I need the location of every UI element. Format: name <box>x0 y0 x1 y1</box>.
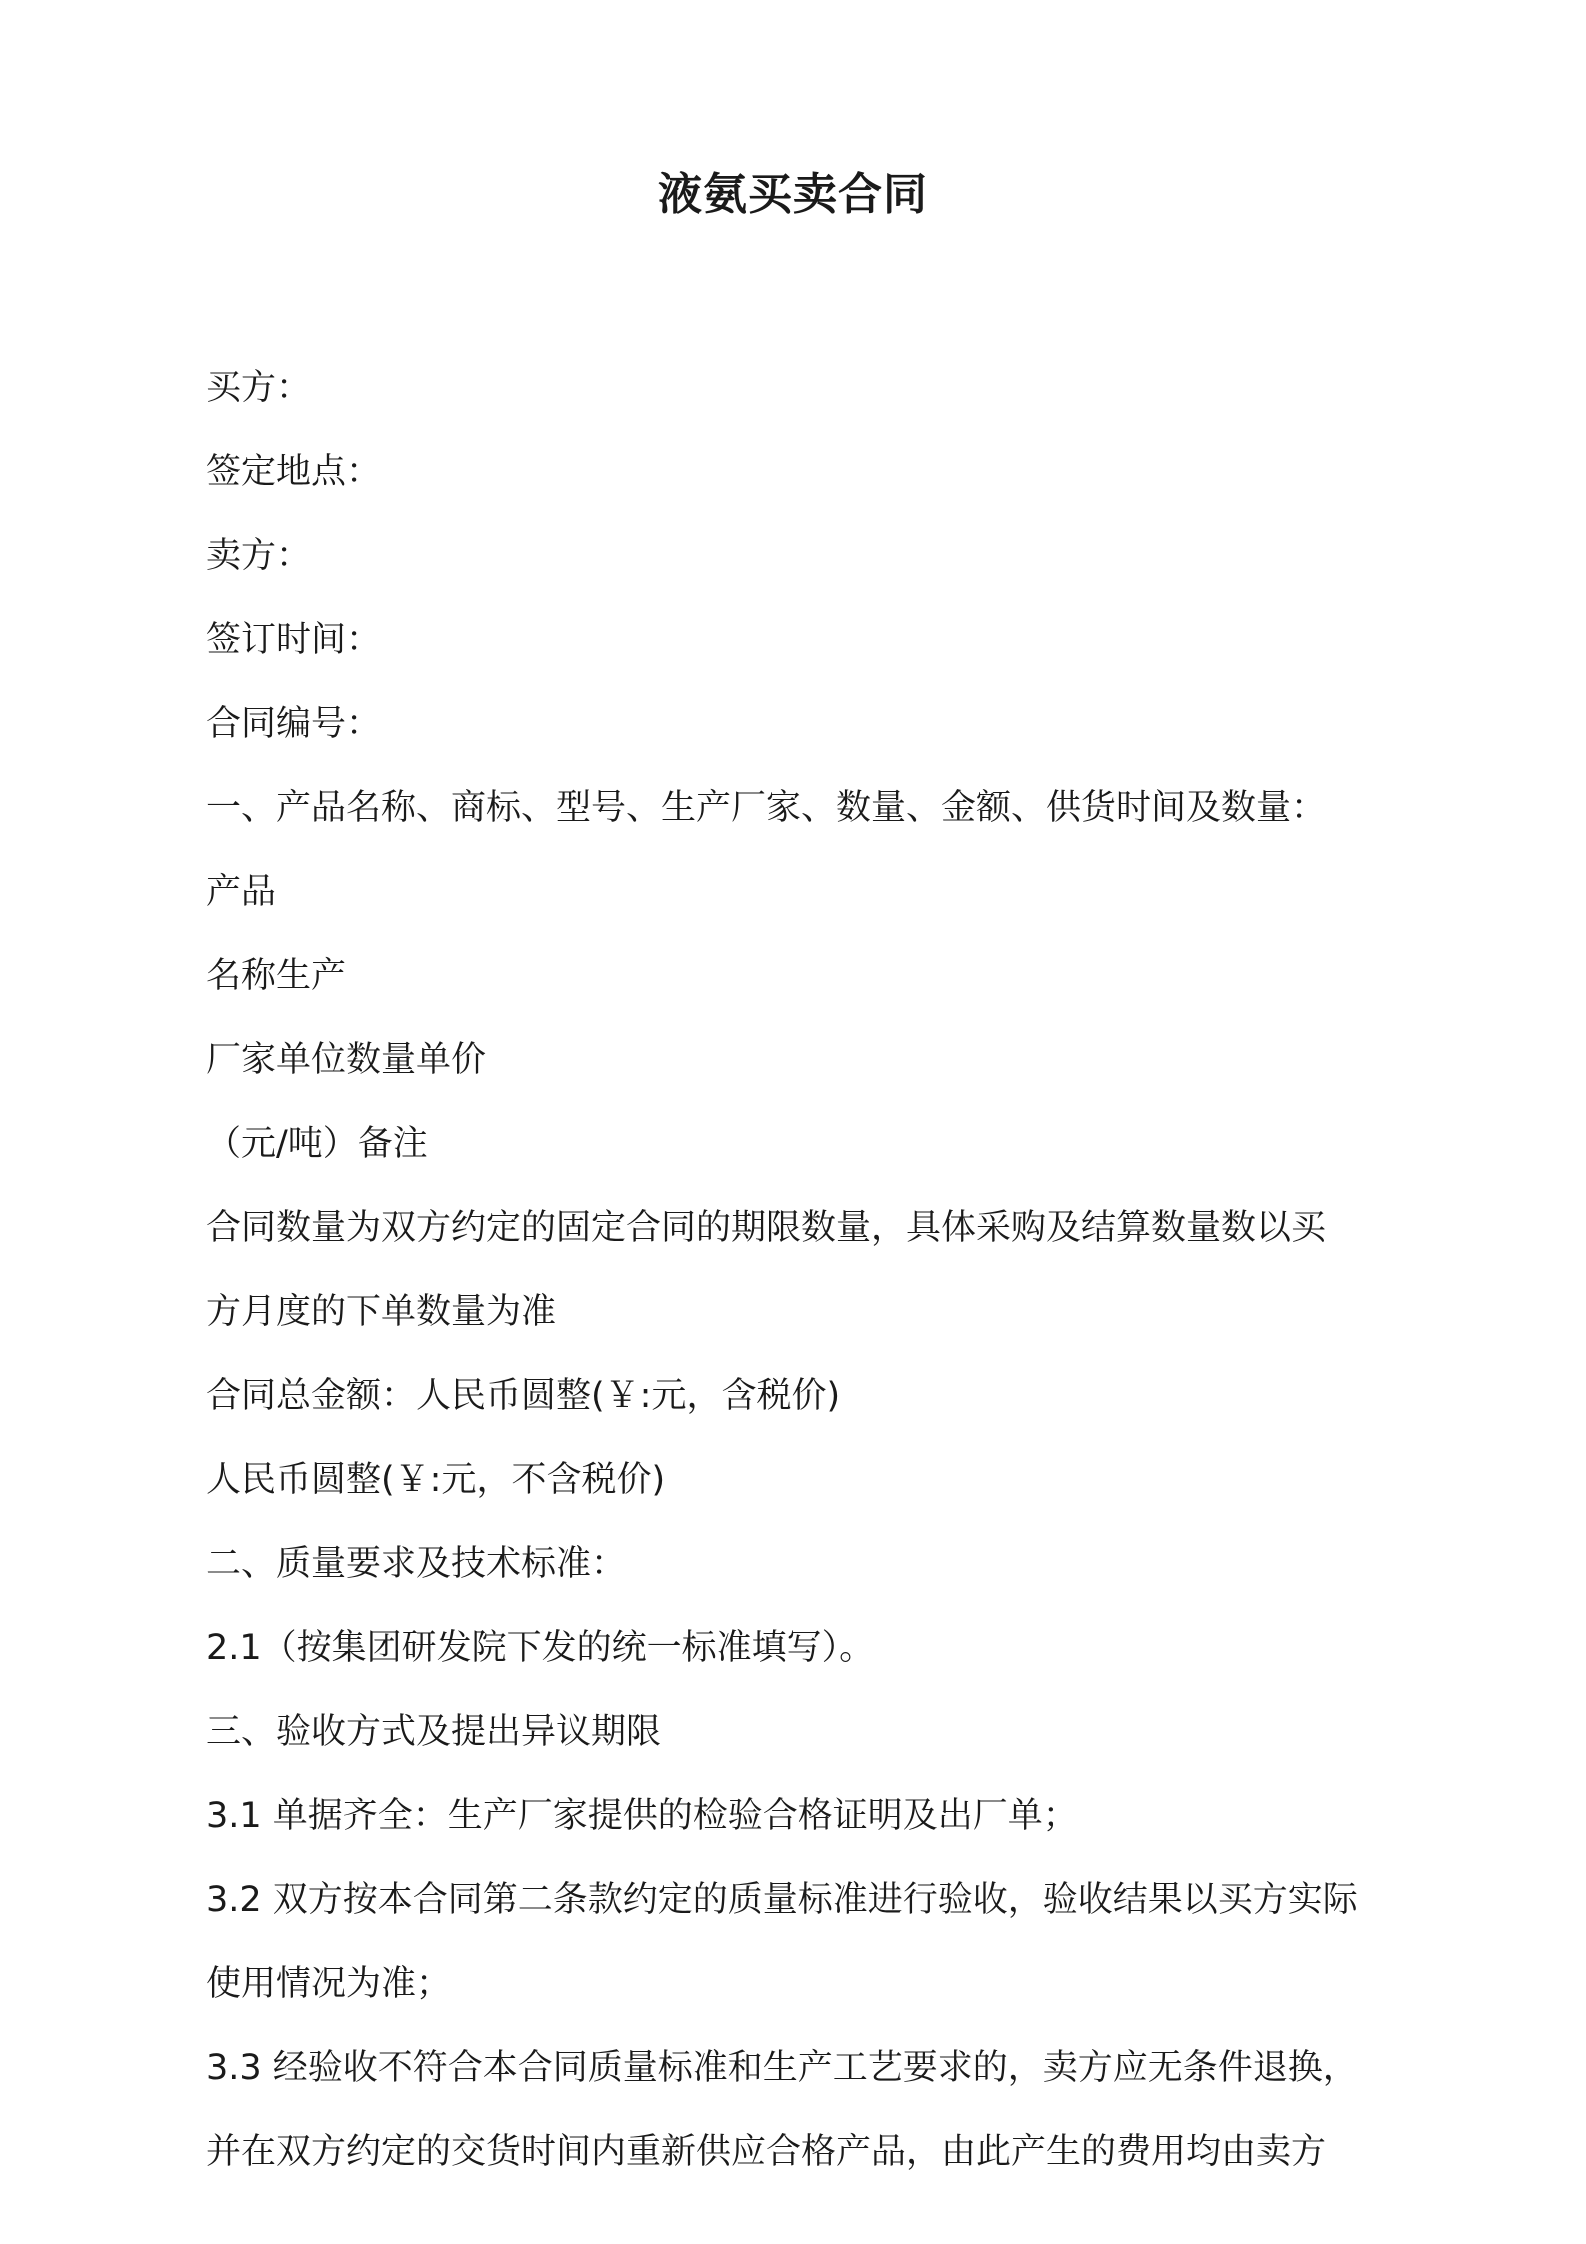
section-1-heading: 一、产品名称、商标、型号、生产厂家、数量、金额、供货时间及数量： <box>206 788 1327 828</box>
section-3-heading: 三、验收方式及提出异议期限 <box>206 1712 662 1752</box>
paragraph-line: 方月度的下单数量为准 <box>206 1292 557 1332</box>
paragraph-line: 合同数量为双方约定的固定合同的期限数量，具体采购及结算数量数以买 <box>206 1208 1327 1248</box>
total-amount-tax-excluded-line: 人民币圆整(￥:元，不含税价) <box>206 1460 666 1500</box>
clause-3-2: 3.2 双方按本合同第二条款约定的质量标准进行验收，验收结果以买方实际 <box>206 1880 1358 1920</box>
table-text-line: 产品 <box>206 872 277 912</box>
contract-number-line: 合同编号： <box>206 704 382 744</box>
clause-3-3-continued: 并在双方约定的交货时间内重新供应合格产品，由此产生的费用均由卖方 <box>206 2132 1327 2172</box>
total-amount-tax-included-line: 合同总金额：人民币圆整(￥:元，含税价) <box>206 1376 841 1416</box>
clause-2-1: 2.1（按集团研发院下发的统一标准填写）。 <box>206 1628 875 1668</box>
table-text-line: 名称生产 <box>206 956 347 996</box>
clause-3-2-continued: 使用情况为准； <box>206 1964 452 2004</box>
clause-3-1: 3.1 单据齐全：生产厂家提供的检验合格证明及出厂单； <box>206 1796 1078 1836</box>
buyer-line: 买方： <box>206 368 312 408</box>
signing-time-line: 签订时间： <box>206 620 382 660</box>
contract-body <box>206 346 1426 2194</box>
section-2-heading: 二、质量要求及技术标准： <box>206 1544 627 1584</box>
seller-line: 卖方： <box>206 536 312 576</box>
signing-place-line: 签定地点： <box>206 452 382 492</box>
document-title: 液氨买卖合同 <box>658 169 928 220</box>
table-text-line: 厂家单位数量单价 <box>206 1040 487 1080</box>
clause-3-3: 3.3 经验收不符合本合同质量标准和生产工艺要求的，卖方应无条件退换， <box>206 2048 1358 2088</box>
table-text-line: （元/吨）备注 <box>206 1124 428 1164</box>
